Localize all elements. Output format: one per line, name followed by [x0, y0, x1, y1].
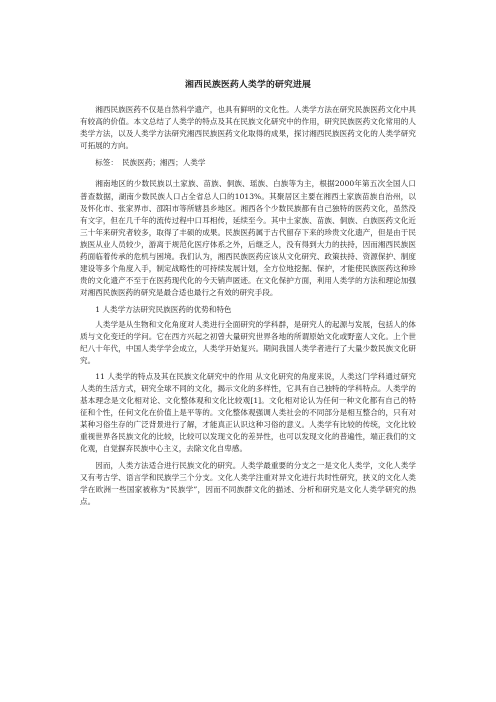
body-paragraph: 湘南地区的少数民族以土家族、苗族、侗族、瑶族、白族等为主，根据2000年第五次全国人口普查数据，湖南少数民族人口占全省总人口的1013%。其聚居区主要在湘西土家族苗族自治州，以及怀化市、张家界市、邵阳市等所辖县乡地区。湘西各个少数民族都有自己独特的医药文化，虽然没有文字，但在几千年的流传过程中口耳相传，延续至今。其中土家族、苗族、侗族、白族医药文化近三十年来研究者较多，取得了丰硕的成果。民族医药属于古代留存下来的珍贵文化遗产，但是由于民族医从业人员较少，游离于规范化医疗体系之外，后继乏人，没有得到大力的扶持，因而湘西民族医药面临着传承的危机与困境。我们认为，湘西民族医药应该从文化研究、政策扶持、资源保护、制度建设等多个角度入手，制定战略性的可持续发展计划，全方位地挖掘、保护，才能使民族医药这种珍贵的文化遗产不至于在医药现代化的今天销声匿迹。在文化保护方面，利用人类学的方法和理论加强对湘西民族医药的研究是最合适也最行之有效的研究手段。: [80, 179, 416, 298]
keywords-line: [80, 157, 416, 169]
section-heading: 1 人类学方法研究民族医药的优势和特色: [95, 305, 232, 315]
body-paragraph: 人类学是从生物和文化角度对人类进行全面研究的学科群，是研究人的起源与发展，包括人的体质与文化变迁的学问。它在西方兴起之初曾大量研究世界各地的所谓原始文化或野蛮人文化。上个世纪八十年代，中国人类学学会成立，人类学开始复兴。期间我国人类学者进行了大量少数民族文化研究。: [80, 319, 416, 365]
body-paragraph: 11 人类学的特点及其在民族文化研究中的作用 从文化研究的角度来说，人类这门学科通过研究人类的生活方式，研究全球不同的文化，揭示文化的多样性，它具有自己独特的学科特点。人类学的基本理念是文化相对论、文化整体观和文化比较观[1]。文化相对论认为任何一种文化都有自己的特征和个性，任何文化在价值上是平等的。文化整体观强调人类社会的不同部分是相互整合的，只有对某种习俗生存的广泛背景进行了解，才能真正认识这种习俗的意义。人类学有比较的传统，文化比较重视世界各民族文化的比较，比较可以发现文化的差异性，也可以发现文化的普遍性，端正我们的文化观，自觉摒弃民族中心主义，去除文化自卑感。: [80, 371, 416, 454]
document-title: 湘西民族医药人类学的研究进展: [185, 80, 311, 90]
abstract-paragraph: 湘西民族医药不仅是自然科学遗产，也具有鲜明的文化性。人类学方法在研究民族医药文化中具有较高的价值。本文总结了人类学的特点及其在民族文化研究中的作用，研究民族医药文化常用的人类学方法，以及人类学方法研究湘西民族医药文化取得的成果，探讨湘西民族医药文化的人类学研究可拓展的方向。: [80, 105, 416, 151]
body-paragraph: 因而，人类方法适合进行民族文化的研究。人类学最重要的分支之一是文化人类学，文化人类学又有考古学、语言学和民族学三个分支。文化人类学注重对异文化进行共时性研究，狭义的文化人类学在欧洲一些国家被称为“民族学”，因而不同族群文化的描述、分析和研究是文化人类学研究的热点。: [80, 460, 416, 506]
keywords-label: 标签：: [95, 158, 118, 168]
keywords-value: 民族医药；湘西；人类学: [121, 158, 206, 168]
document-body: [80, 178, 416, 507]
